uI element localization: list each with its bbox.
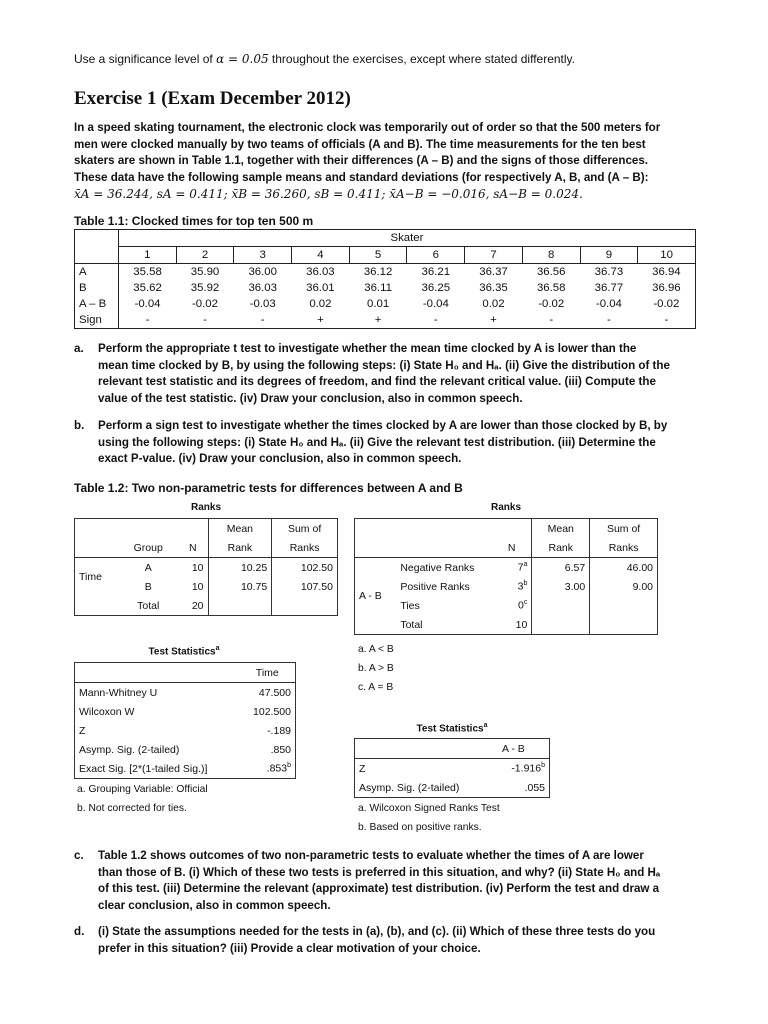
table-row [75, 702, 296, 721]
w-stats-notes [358, 799, 500, 837]
table-cell: 107.50 [272, 577, 338, 596]
question-line: relevant test statistic and its degrees of freedom, and find the relevant critical value. (iii) Compute the [98, 375, 656, 388]
table-cell: 10 [492, 615, 532, 635]
table-row [75, 558, 338, 578]
skater-header: Skater [118, 230, 695, 247]
stat-label: Z [355, 759, 478, 779]
question-line: value of the test statistic. (iv) Draw your conclusion, also in common speech. [98, 391, 523, 405]
table-cell: - [580, 312, 638, 329]
intro-pre: Use a significance level of [74, 52, 217, 66]
stat-label: Wilcoxon W [75, 702, 240, 721]
table-row [355, 596, 658, 615]
column-header: Rank [208, 538, 272, 558]
table-cell: 36.37 [479, 266, 508, 278]
question-line: than those of B. (i) Which of these two tests is preferred in this situation, and why? (ii) State H₀ and Hₐ [98, 865, 661, 879]
sample-statistics: x̄A = 36.244, sA = 0.411; x̄B = 36.260, sB = 0.411; x̄A−B = −0.016, sA−B = 0.024. [74, 187, 583, 201]
footnote: b. A > B [358, 663, 394, 674]
table-cell: -0.02 [538, 298, 565, 310]
table-cell: 36.03 [306, 266, 335, 278]
description-line: These data have the following sample means and standard deviations (for respectively A, B, and (A – B): [74, 170, 649, 184]
question-label: c. [74, 849, 84, 862]
table-cell: 36.11 [364, 282, 392, 294]
description-line: In a speed skating tournament, the electronic clock was temporarily out of order so that the 500 meters for [74, 121, 661, 134]
table-cell: + [349, 312, 407, 329]
table-row [355, 759, 550, 779]
column-header: N [178, 538, 208, 558]
exercise-title: Exercise 1 (Exam December 2012) [74, 88, 351, 109]
stat-value: 102.500 [240, 702, 296, 721]
footnote: c. A = B [358, 682, 394, 693]
column-header: 3 [234, 247, 292, 264]
table-cell: 36.58 [536, 282, 566, 294]
table-header-row [75, 247, 696, 264]
table-row [75, 280, 696, 296]
question-line: using the following steps: (i) State H₀ and Hₐ. (ii) Give the relevant test distribution. (iii) Determine the [98, 435, 656, 449]
stat-value: .853$^b$ [240, 759, 296, 779]
table-cell: - [234, 312, 292, 329]
table-cell: -0.04 [595, 298, 622, 310]
table-cell [532, 596, 590, 615]
table-cell: 36.96 [638, 280, 696, 296]
column-header: 4 [292, 247, 350, 264]
column-header: A - B [478, 739, 550, 759]
stat-label: Z [75, 721, 240, 740]
question-line: mean time clocked by B, by using the following steps: (i) State H₀ and Hₐ. (ii) Give the distribution of the [98, 358, 670, 372]
table-cell: + [465, 312, 523, 329]
table-row [75, 683, 296, 703]
rank-label: Ties [400, 599, 420, 612]
question-label: b. [74, 419, 85, 432]
question-d [74, 924, 696, 960]
table-1-2-caption: Table 1.2: Two non-parametric tests for differences between A and B [74, 481, 463, 495]
table-cell: 0.02 [309, 298, 332, 310]
question-line: clear conclusion, also in common speech. [98, 898, 331, 912]
question-line: (i) State the assumptions needed for the tests in (a), (b), and (c). (ii) Which of these three tests do you [98, 925, 656, 938]
column-header: Rank [532, 538, 590, 558]
footnote: a. Wilcoxon Signed Ranks Test [358, 803, 500, 814]
column-header: Ranks [272, 538, 338, 558]
table-cell: -0.03 [249, 298, 276, 310]
row-label: A - B [355, 558, 397, 635]
table-cell: 0$^c$ [492, 596, 532, 615]
description-line: men were clocked manually by two teams of officials (A and B). The time measurements for the ten best [74, 137, 646, 151]
table-cell: 46.00 [590, 558, 658, 578]
row-label: A [75, 264, 119, 281]
table-cell: - [407, 312, 465, 329]
question-line: exact P-value. (iv) Draw your conclusion, also in common speech. [98, 452, 462, 465]
question-line: of this test. (iii) Determine the relevant (approximate) test distribution. (iv) Perform the test and draw a [98, 882, 660, 895]
stat-value: .055 [478, 778, 550, 798]
table-cell: + [292, 312, 350, 329]
footnote: a. Grouping Variable: Official [77, 784, 208, 795]
question-line: prefer in this situation? (iii) Provide a clear motivation of your choice. [98, 941, 481, 955]
table-row [75, 740, 296, 759]
stat-label: Asymp. Sig. (2-tailed) [75, 740, 240, 759]
table-cell: 36.01 [306, 282, 335, 294]
column-header: Sum of [590, 519, 658, 539]
column-header: 7 [465, 247, 523, 264]
table-row [75, 759, 296, 779]
table-row [75, 296, 696, 312]
table-cell: 20 [178, 596, 208, 616]
column-header: 2 [176, 247, 234, 264]
table-cell: 36.56 [536, 266, 566, 278]
table-cell: 35.58 [133, 266, 162, 278]
table-cell: 10 [178, 558, 208, 578]
table-cell: 36.73 [594, 266, 624, 278]
column-header: 8 [522, 247, 580, 264]
question-a [74, 341, 696, 411]
column-header: Mean [208, 519, 272, 539]
alpha-formula: α = 0.05 [216, 52, 269, 66]
table-cell: 10.75 [208, 577, 272, 596]
column-header: 5 [349, 247, 407, 264]
table-cell [590, 596, 658, 615]
table-row [355, 558, 658, 578]
stat-value: -1.916$^b$ [478, 759, 550, 779]
group-label: B [144, 580, 152, 593]
table-cell: 36.21 [421, 266, 451, 278]
table-cell: 36.12 [363, 266, 393, 278]
w-stats-table [354, 738, 550, 798]
rank-label: Positive Ranks [400, 580, 470, 593]
table-cell: 3$^b$ [492, 577, 532, 596]
w-stats-title: Test Statistics$^a$ [416, 722, 488, 735]
table-cell: 35.62 [133, 282, 162, 294]
row-label: Time [75, 558, 119, 597]
mw-stats-title: Test Statistics$^a$ [148, 645, 220, 658]
row-label: B [75, 280, 119, 296]
table-cell: - [118, 312, 176, 329]
column-header: Ranks [590, 538, 658, 558]
column-header: 9 [580, 247, 638, 264]
table-cell: -0.02 [192, 298, 218, 310]
mw-ranks-table [74, 518, 338, 616]
table-cell: 36.25 [421, 282, 451, 294]
mw-ranks-title: Ranks [190, 502, 221, 513]
table-cell: - [522, 312, 580, 329]
stat-label: Mann-Whitney U [75, 683, 240, 703]
row-label: A – B [75, 296, 119, 312]
table-row [355, 577, 658, 596]
question-b [74, 418, 696, 470]
table-cell [590, 615, 658, 635]
question-line: Perform a sign test to investigate whether the times clocked by A are lower than those clocked by B, by [98, 419, 668, 432]
stat-label: Asymp. Sig. (2-tailed) [355, 778, 478, 798]
table-cell: -0.02 [638, 296, 696, 312]
table-cell: 36.94 [638, 264, 696, 281]
table-cell: 36.00 [248, 266, 277, 278]
mw-stats-table [74, 662, 296, 779]
intro-text [74, 52, 575, 66]
table-cell: -0.04 [422, 298, 449, 310]
question-line: Table 1.2 shows outcomes of two non-parametric tests to evaluate whether the times of A are lower [98, 849, 644, 862]
table-cell: 0.01 [367, 298, 390, 310]
footnote: a. A < B [358, 644, 394, 655]
table-cell: 35.92 [190, 282, 220, 294]
table-cell [208, 596, 272, 616]
table-cell: 36.35 [479, 282, 508, 294]
table-1-1-caption: Table 1.1: Clocked times for top ten 500 m [74, 214, 314, 228]
table-cell: 3.00 [532, 577, 590, 596]
table-cell: 0.02 [482, 298, 505, 310]
w-ranks-table [354, 518, 658, 635]
w-ranks-notes [358, 640, 394, 697]
group-label: Total [118, 596, 178, 616]
question-c [74, 848, 696, 918]
table-row [355, 615, 658, 635]
table-cell: -0.04 [134, 298, 161, 310]
stat-value: -.189 [240, 721, 296, 740]
table-cell: 36.03 [248, 282, 277, 294]
table-row [355, 778, 550, 798]
table-cell: 10.25 [208, 558, 272, 578]
table-cell: - [638, 312, 696, 329]
table-cell [532, 615, 590, 635]
exercise-description [74, 120, 696, 203]
question-line: Perform the appropriate t test to investigate whether the mean time clocked by A is lower than the [98, 342, 637, 355]
table-1-1 [74, 229, 696, 329]
table-cell: 102.50 [272, 558, 338, 578]
footnote: b. Based on positive ranks. [358, 822, 482, 833]
table-cell: 10 [178, 577, 208, 596]
table-row [75, 721, 296, 740]
table-cell: 35.90 [190, 266, 220, 278]
rank-label: Total [396, 615, 492, 635]
footnote: b. Not corrected for ties. [77, 803, 187, 814]
question-label: d. [74, 925, 85, 938]
column-header: 6 [407, 247, 465, 264]
table-cell: - [176, 312, 234, 329]
table-cell: 6.57 [532, 558, 590, 578]
intro-post: throughout the exercises, except where stated differently. [268, 52, 575, 66]
rank-label: Negative Ranks [400, 561, 475, 574]
column-header: 1 [118, 247, 176, 264]
column-header: N [492, 538, 532, 558]
stat-value: 47.500 [240, 683, 296, 703]
group-label: A [144, 561, 152, 574]
table-cell: 36.77 [594, 282, 624, 294]
stat-value: .850 [240, 740, 296, 759]
table-row [75, 596, 338, 616]
w-ranks-title: Ranks [490, 502, 521, 513]
table-cell [272, 596, 338, 616]
column-header: Group [118, 538, 178, 558]
mw-stats-notes [77, 780, 208, 818]
column-header: Sum of [272, 519, 338, 539]
stat-label: Exact Sig. [2*(1-tailed Sig.)] [75, 759, 240, 779]
description-line: skaters are shown in Table 1.1, together with their differences (A – B) and the signs of those differences. [74, 154, 649, 167]
column-header: Mean [532, 519, 590, 539]
question-label: a. [74, 342, 84, 355]
table-row [75, 312, 696, 329]
table-row [75, 264, 696, 281]
table-cell: 9.00 [590, 577, 658, 596]
column-header: Time [240, 663, 296, 683]
table-cell: 7$^a$ [492, 558, 532, 578]
column-header: 10 [638, 247, 696, 264]
row-label: Sign [75, 312, 119, 329]
